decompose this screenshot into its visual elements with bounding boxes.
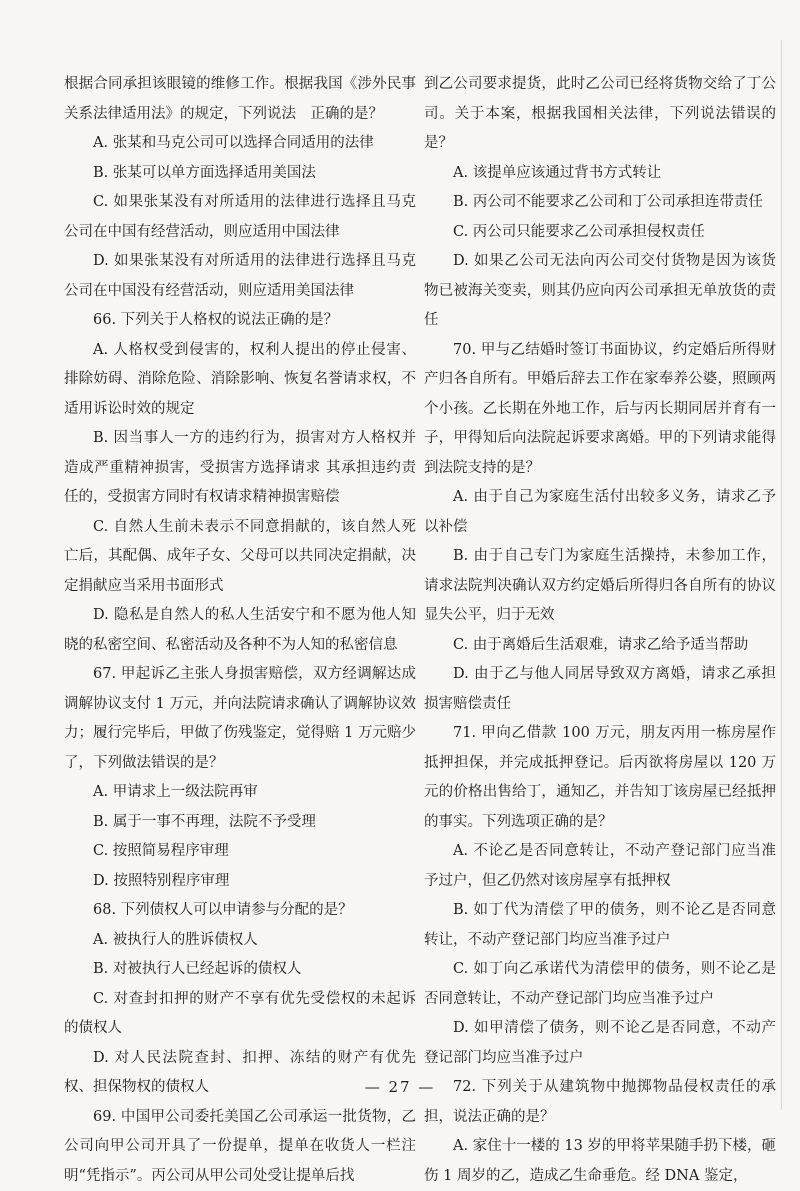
page-edge-divider [781, 40, 782, 1110]
paragraph: A. 人格权受到侵害的，权利人提出的停止侵害、排除妨碍、消除危险、消除影响、恢复名誉请求权，不适用诉讼时效的规定 [64, 336, 416, 425]
paragraph: D. 如果乙公司无法向丙公司交付货物是因为该货物已被海关变卖，则其仍应向丙公司承担无单放货的责任 [424, 247, 776, 336]
paragraph: A. 不论乙是否同意转让，不动产登记部门应当准予过户，但乙仍然对该房屋享有抵押权 [424, 837, 776, 896]
page-number: — 27 — [0, 1078, 800, 1096]
paragraph: C. 如果张某没有对所适用的法律进行选择且马克公司在中国有经营活动，则应适用中国法律 [64, 188, 416, 247]
paragraph: 到乙公司要求提货，此时乙公司已经将货物交给了丁公司。关于本案，根据我国相关法律，下列说法错误的是？ [424, 70, 776, 159]
paragraph: B. 属于一事不再理，法院不予受理 [64, 808, 416, 838]
paragraph: B. 对被执行人已经起诉的债权人 [64, 955, 416, 985]
paragraph: A. 该提单应该通过背书方式转让 [424, 159, 776, 189]
paragraph: 72. 下列关于从建筑物中抛掷物品侵权责任的承担，说法正确的是？ [424, 1073, 776, 1132]
paragraph: 67. 甲起诉乙主张人身损害赔偿，双方经调解达成调解协议支付 1 万元，并向法院请求确认了调解协议效力；履行完毕后，甲做了伤残鉴定，觉得赔 1 万元赔少了，下列做法错误的是？ [64, 660, 416, 778]
paragraph: B. 张某可以单方面选择适用美国法 [64, 159, 416, 189]
paragraph: D. 按照特别程序审理 [64, 867, 416, 897]
paragraph: C. 按照简易程序审理 [64, 837, 416, 867]
paragraph: B. 因当事人一方的违约行为，损害对方人格权并造成严重精神损害，受损害方选择请求 其承担违约责任的，受损害方同时有权请求精神损害赔偿 [64, 424, 416, 513]
paragraph: B. 由于自己专门为家庭生活操持，未参加工作，请求法院判决确认双方约定婚后所得归各自所有的协议显失公平，归于无效 [424, 542, 776, 631]
paragraph: 70. 甲与乙结婚时签订书面协议，约定婚后所得财产归各自所有。甲婚后辞去工作在家奉养公婆，照顾两个小孩。乙长期在外地工作，后与丙长期同居并育有一子，甲得知后向法院起诉要求离婚。甲的下列请求能得到法院支持的是？ [424, 336, 776, 484]
paragraph: B. 丙公司不能要求乙公司和丁公司承担连带责任 [424, 188, 776, 218]
paragraph: A. 张某和马克公司可以选择合同适用的法律 [64, 129, 416, 159]
paragraph: A. 甲请求上一级法院再审 [64, 778, 416, 808]
paragraph: B. 如丁代为清偿了甲的债务，则不论乙是否同意转让，不动产登记部门均应当准予过户 [424, 896, 776, 955]
paragraph: 71. 甲向乙借款 100 万元，朋友丙用一栋房屋作抵押担保，并完成抵押登记。后丙欲将房屋以 120 万元的价格出售给丁，通知乙，并告知丁该房屋已经抵押的事实。下列选项正确的是？ [424, 719, 776, 837]
right-column [424, 70, 776, 1191]
paragraph: A. 被执行人的胜诉债权人 [64, 926, 416, 956]
paragraph: C. 如丁向乙承诺代为清偿甲的债务，则不论乙是否同意转让，不动产登记部门均应当准予过户 [424, 955, 776, 1014]
paragraph: D. 由于乙与他人同居导致双方离婚，请求乙承担损害赔偿责任 [424, 660, 776, 719]
paragraph: C. 由于离婚后生活艰难，请求乙给予适当帮助 [424, 631, 776, 661]
left-column [64, 70, 416, 1191]
paragraph: D. 如果张某没有对所适用的法律进行选择且马克公司在中国没有经营活动，则应适用美国法律 [64, 247, 416, 306]
paragraph: C. 自然人生前未表示不同意捐献的，该自然人死亡后，其配偶、成年子女、父母可以共同决定捐献，决定捐献应当采用书面形式 [64, 513, 416, 602]
paragraph: C. 丙公司只能要求乙公司承担侵权责任 [424, 218, 776, 248]
paragraph: 66. 下列关于人格权的说法正确的是？ [64, 306, 416, 336]
paragraph: A. 由于自己为家庭生活付出较多义务，请求乙予以补偿 [424, 483, 776, 542]
paragraph: 69. 中国甲公司委托美国乙公司承运一批货物，乙公司向甲公司开具了一份提单，提单在收货人一栏注明“凭指示”。丙公司从甲公司处受让提单后找 [64, 1103, 416, 1191]
paragraph: D. 如甲清偿了债务，则不论乙是否同意，不动产登记部门均应当准予过户 [424, 1014, 776, 1073]
paragraph: D. 隐私是自然人的私人生活安宁和不愿为他人知晓的私密空间、私密活动及各种不为人知的私密信息 [64, 601, 416, 660]
paragraph: A. 家住十一楼的 13 岁的甲将苹果随手扔下楼，砸伤 1 周岁的乙，造成乙生命垂危。经 DNA 鉴定， [424, 1132, 776, 1191]
paragraph: 68. 下列债权人可以申请参与分配的是？ [64, 896, 416, 926]
paragraph: C. 对查封扣押的财产不享有优先受偿权的未起诉的债权人 [64, 985, 416, 1044]
paragraph: 根据合同承担该眼镜的维修工作。根据我国《涉外民事关系法律适用法》的规定，下列说法 正确的是？ [64, 70, 416, 129]
paragraph: D. 对人民法院查封、扣押、冻结的财产有优先权、担保物权的债权人 [64, 1044, 416, 1103]
